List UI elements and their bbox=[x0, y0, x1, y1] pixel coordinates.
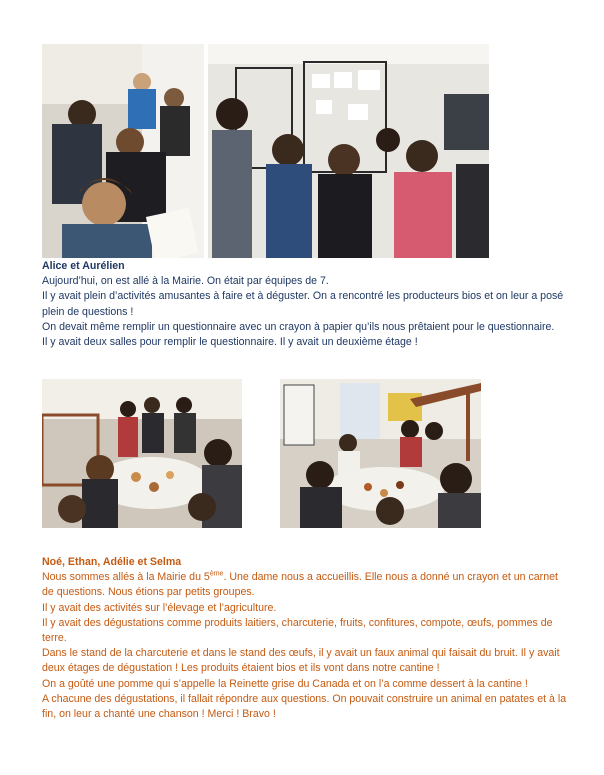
section1-paragraph: Il y avait deux salles pour remplir le questionnaire. Il y avait un deuxième étage ! bbox=[42, 336, 418, 349]
section2-paragraph bbox=[42, 570, 572, 600]
photo-children-questionnaire bbox=[42, 44, 204, 258]
section2-paragraph: Il y avait des activités sur l’élevage et l’agriculture. bbox=[42, 601, 277, 614]
section2-authors: Noé, Ethan, Adélie et Selma bbox=[42, 556, 182, 568]
section1-paragraph: Il y avait plein d’activités amusantes à faire et à déguster. On a rencontré les producteurs bios et on leur a posé plein de questions ! bbox=[42, 290, 564, 318]
section1-authors: Alice et Aurélien bbox=[42, 260, 125, 272]
photo-tasting-table-right bbox=[280, 379, 481, 528]
section2-paragraph: A chacune des dégustations, il fallait répondre aux questions. On pouvait construire un animal en patates et à la fin, on leur a chanté une chanson ! Merci ! Bravo ! bbox=[42, 692, 567, 721]
article-alice-aurelien bbox=[42, 259, 572, 350]
section2-intro-end: . Une dame nous a accueillis. Elle nous a donné un crayon et un carnet de questions. Nous étions par petits groupes. bbox=[42, 571, 558, 599]
ordinal-superscript: ème bbox=[209, 570, 224, 578]
section1-paragraph: On devait même remplir un questionnaire avec un crayon à papier qu’ils nous prêtaient pour le questionnaire. bbox=[42, 320, 555, 333]
article-noe-ethan-adelie-selma bbox=[42, 555, 572, 722]
section1-paragraph: Aujourd’hui, on est allé à la Mairie. On était par équipes de 7. bbox=[42, 275, 329, 288]
photo-tasting-table-left bbox=[42, 379, 242, 528]
section2-intro-start: Nous sommes allés à la Mairie du 5 bbox=[42, 571, 210, 584]
section2-paragraph: Il y avait des dégustations comme produits laitiers, charcuterie, fruits, confitures, compote, œufs, pommes de terre. bbox=[42, 616, 553, 645]
photo-group-posters bbox=[208, 44, 489, 258]
section2-paragraph: Dans le stand de la charcuterie et dans le stand des œufs, il y avait un faux animal qui faisait du bruit. Il y avait deux étages de dégustation ! Les produits étaient bios et ils vont dans notre cantine ! bbox=[42, 647, 560, 675]
section2-paragraph: On a goûté une pomme qui s’appelle la Reinette grise du Canada et on l’a comme dessert à la cantine ! bbox=[42, 677, 528, 690]
